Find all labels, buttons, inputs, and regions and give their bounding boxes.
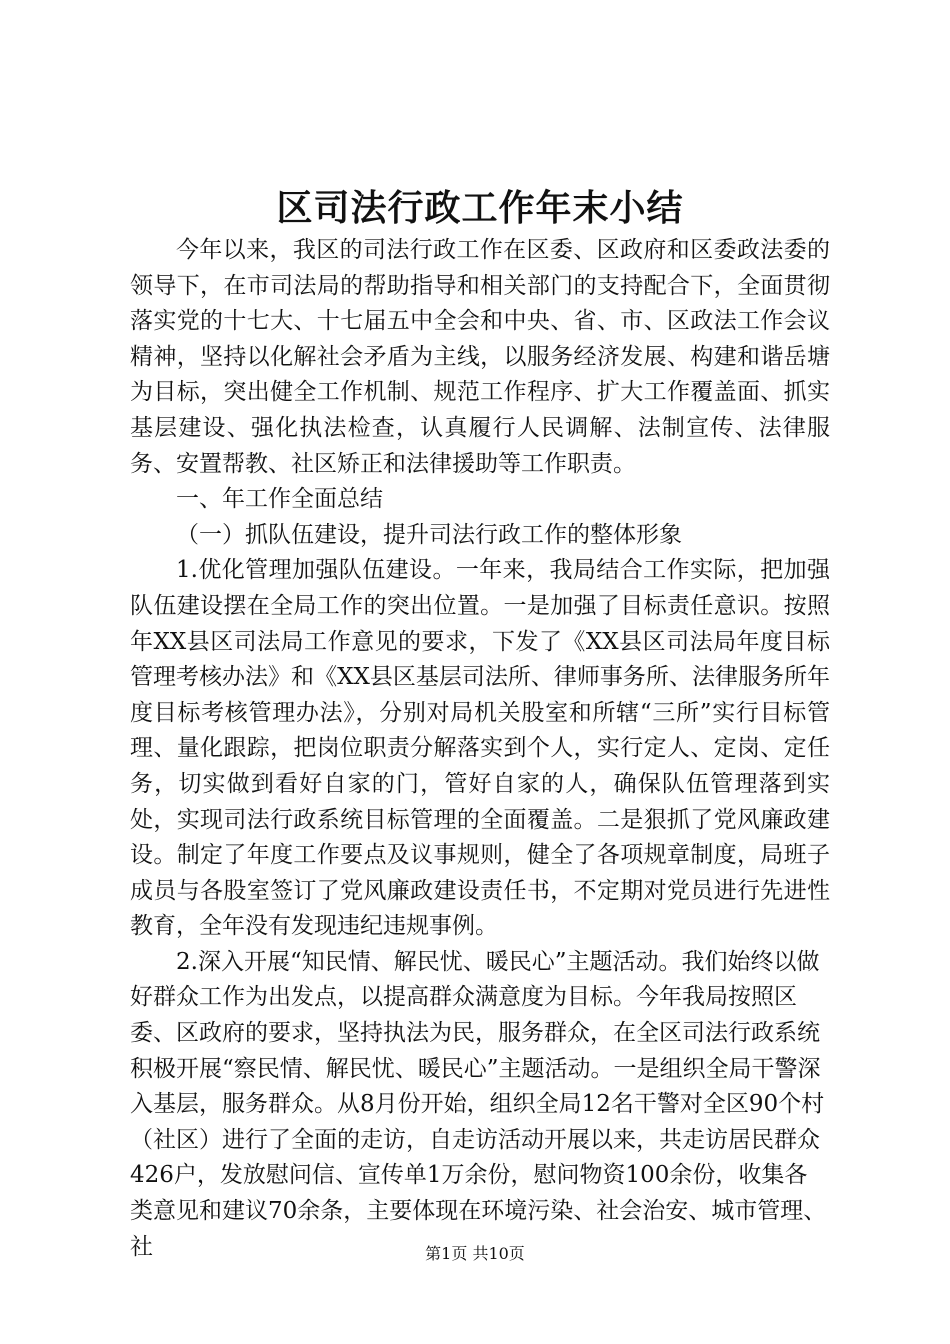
subsection-heading: （一）抓队伍建设，提升司法行政工作的整体形象 xyxy=(176,521,682,548)
document-title: 区司法行政工作年末小结 xyxy=(276,187,684,229)
body-paragraph: 2.深入开展“知民情、解民忧、暖民心”主题活动。我们始终以做好群众工作为出发点，以提高群众满意度为目标。今年我局按照区委、区政府的要求，坚持执法为民，服务群众，在全区司法行政系统积极开展“察民情、解民忧、暖民心”主题活动。一是组织全局干警深入基层，服务群众。从8月份开始，组织全局12名干警对全区90个村（社区）进行了全面的走访，自走访活动开展以来，共走访居民群众426户，发放慰问信、宣传单1万余份，慰问物资100余份，收集各类意见和建议70余条，主要体现在环境污染、社会治安、城市管理、社 xyxy=(130,948,827,1260)
body-paragraph: 1.优化管理加强队伍建设。一年来，我局结合工作实际，把加强队伍建设摆在全局工作的突出位置。一是加强了目标责任意识。按照年XX县区司法局工作意见的要求，下发了《XX县区司法局年度目标管理考核办法》和《XX县区基层司法所、律师事务所、法律服务所年度目标考核管理办法》，分别对局机关股室和所辖“三所”实行目标管理、量化跟踪，把岗位职责分解落实到个人，实行定人、定岗、定任务，切实做到看好自家的门，管好自家的人，确保队伍管理落到实处，实现司法行政系统目标管理的全面覆盖。二是狠抓了党风廉政建设。制定了年度工作要点及议事规则，健全了各项规章制度，局班子成员与各股室签订了党风廉政建设责任书，不定期对党员进行先进性教育，全年没有发现违纪违规事例。 xyxy=(130,557,830,940)
page-footer: 第1页 共10页 xyxy=(425,1244,525,1263)
section-heading: 一、年工作全面总结 xyxy=(176,486,383,513)
intro-paragraph: 今年以来，我区的司法行政工作在区委、区政府和区委政法委的领导下，在市司法局的帮助指导和相关部门的支持配合下，全面贯彻落实党的十七大、十七届五中全会和中央、省、市、区政法工作会议精神，坚持以化解社会矛盾为主线，以服务经济发展、构建和谐岳塘为目标，突出健全工作机制、规范工作程序、扩大工作覆盖面、抓实基层建设、强化执法检查，认真履行人民调解、法制宣传、法律服务、安置帮教、社区矫正和法律援助等工作职责。 xyxy=(130,237,830,477)
document-body xyxy=(130,233,830,1265)
